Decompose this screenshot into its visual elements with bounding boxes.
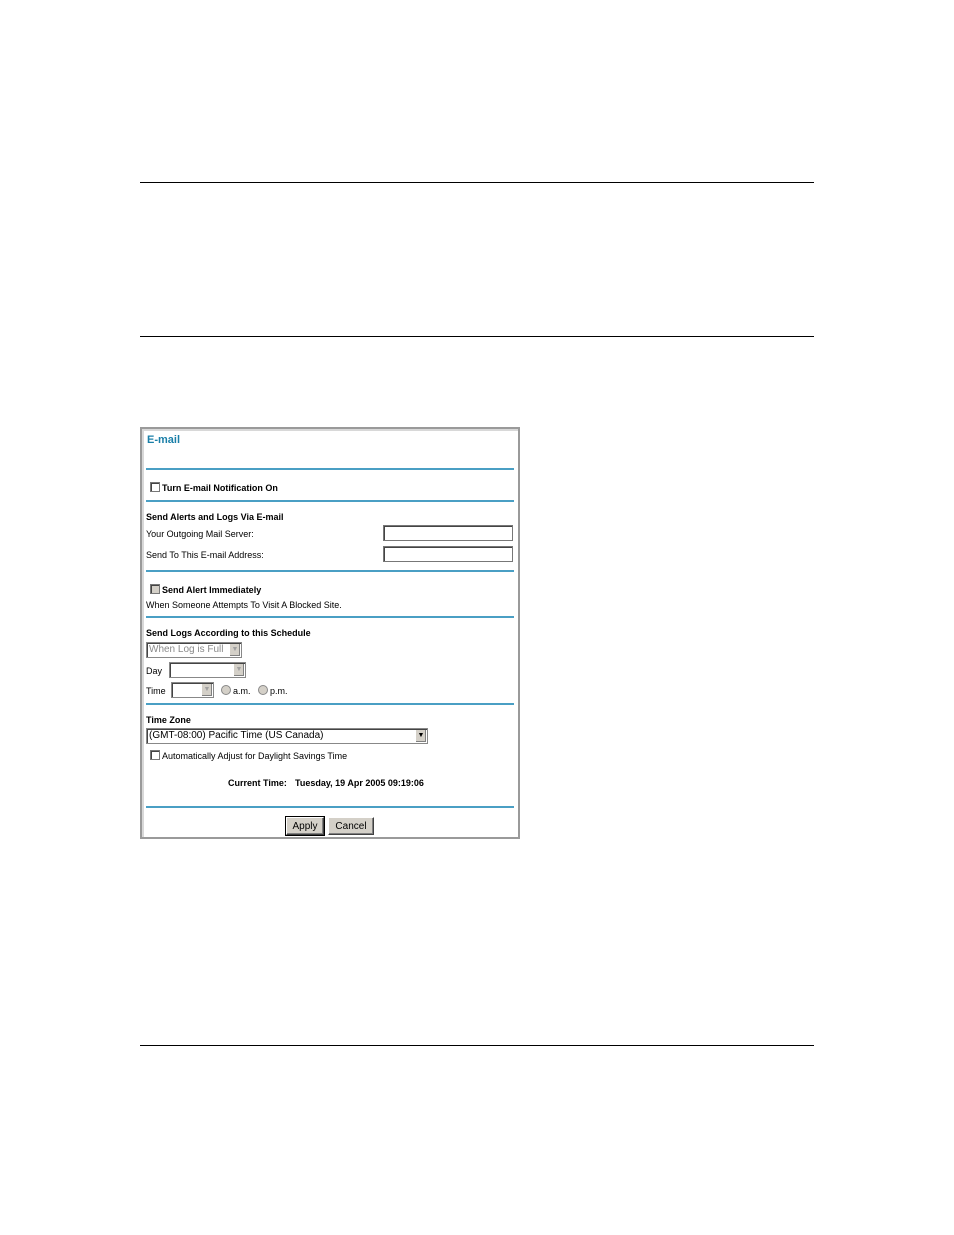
schedule-select[interactable] <box>146 642 242 658</box>
panel-title: E-mail <box>147 434 181 446</box>
time-select[interactable] <box>171 682 214 698</box>
chevron-down-icon: ▼ <box>229 644 240 656</box>
pm-label: p.m. <box>270 686 288 696</box>
chevron-down-icon: ▼ <box>233 664 244 676</box>
top-rule <box>140 182 814 183</box>
timezone-select[interactable] <box>146 728 428 744</box>
alerts-separator <box>146 570 514 572</box>
notification-separator <box>146 500 514 502</box>
alert-immediately-checkbox[interactable] <box>150 584 160 594</box>
email-notification-label: Turn E-mail Notification On <box>162 483 278 493</box>
schedule-separator <box>146 703 514 705</box>
title-separator <box>146 468 514 470</box>
mail-server-label: Your Outgoing Mail Server: <box>146 529 254 539</box>
time-label: Time <box>146 686 166 696</box>
mail-server-input[interactable] <box>383 525 513 541</box>
bottom-separator <box>146 806 514 808</box>
email-address-label: Send To This E-mail Address: <box>146 550 264 560</box>
apply-button[interactable]: Apply <box>286 817 324 835</box>
email-settings-panel <box>140 427 520 839</box>
am-label: a.m. <box>233 686 251 696</box>
header-rule <box>140 336 814 337</box>
schedule-heading: Send Logs According to this Schedule <box>146 628 311 638</box>
current-time-label: Current Time: <box>228 778 287 788</box>
alert-immediately-desc: When Someone Attempts To Visit A Blocked Site. <box>146 600 342 610</box>
footer-rule <box>140 1045 814 1046</box>
current-time-value: Tuesday, 19 Apr 2005 09:19:06 <box>295 778 424 788</box>
dst-label: Automatically Adjust for Daylight Savings Time <box>162 751 348 761</box>
alerts-heading: Send Alerts and Logs Via E-mail <box>146 512 284 522</box>
dst-checkbox[interactable] <box>150 750 160 760</box>
pm-radio[interactable] <box>258 685 268 695</box>
email-notification-checkbox[interactable] <box>150 482 160 492</box>
am-radio[interactable] <box>221 685 231 695</box>
alert-separator <box>146 616 514 618</box>
alert-immediately-label: Send Alert Immediately <box>162 585 262 595</box>
day-label: Day <box>146 666 163 676</box>
chevron-down-icon: ▼ <box>201 684 212 696</box>
email-address-input[interactable] <box>383 546 513 562</box>
cancel-button[interactable]: Cancel <box>328 817 374 835</box>
timezone-select-value: (GMT-08:00) Pacific Time (US Canada) <box>149 730 324 741</box>
schedule-select-value: When Log is Full <box>149 644 224 655</box>
chevron-down-icon: ▼ <box>415 730 426 742</box>
day-select[interactable] <box>169 662 246 678</box>
timezone-heading: Time Zone <box>146 715 191 725</box>
